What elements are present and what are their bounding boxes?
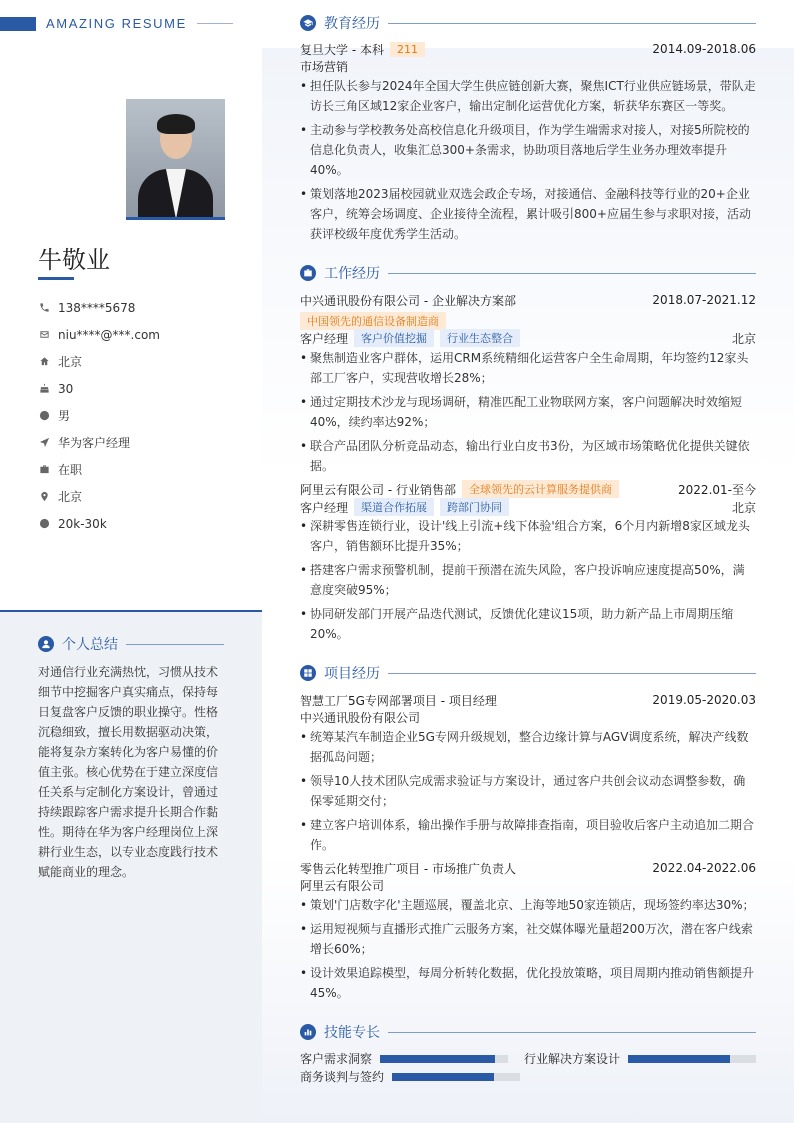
skill-tag: 客户价值挖掘 (354, 329, 434, 347)
list-item: • 主动参与学校教务处高校信息化升级项目，作为学生端需求对接人，对接5所院校的信息化负责人，收集汇总300+条需求，协助项目落地后学生业务办理效率提升40%。 (300, 120, 756, 180)
email-text: niu****@***.com (58, 327, 160, 342)
info-email (38, 321, 160, 348)
job-city: 北京 (731, 500, 756, 515)
job-role: 客户经理 (300, 331, 349, 346)
skill-bar (380, 1055, 508, 1063)
company-tag-row (300, 312, 756, 330)
job-bullets (300, 516, 756, 648)
role-row (300, 329, 756, 347)
list-item: • 聚焦制造业客户群体，运用CRM系统精细化运营客户全生命周期，年均签约12家头部工厂客户，实现营收增长28%； (300, 348, 756, 388)
salary-text: 20k-30k (58, 516, 107, 531)
section-divider (126, 644, 224, 645)
list-item: • 联合产品团队分析竞品动态，输出行业白皮书3份，为区域市场策略优化提供关键依据。 (300, 436, 756, 476)
major: 市场营销 (300, 60, 349, 74)
money-icon (38, 518, 50, 530)
list-item: • 设计效果追踪模型，每周分析转化数据，优化投放策略，项目周期内推动销售额提升45%。 (300, 963, 756, 1003)
skill-item (300, 1068, 520, 1085)
gender-text: 男 (58, 409, 71, 423)
info-gender (38, 402, 160, 429)
summary-text: 对通信行业充满热忱，习惯从技术细节中挖掘客户真实痛点，保持每日复盘客户反馈的职业操守。性格沉稳细致，擅长用数据驱动决策，能将复杂方案转化为客户易懂的价值主张。核心优势在于建立深度信任关系与定制化方案设计，曾通过持续跟踪客户需求提升长期合作黏性。期待在华为客户经理岗位上深耕行业生态，以专业态度践行技术赋能商业的理念。 (38, 665, 219, 879)
summary-title: 个人总结 (62, 637, 118, 653)
candidate-name: 牛敬业 (38, 246, 110, 274)
user-icon (38, 636, 54, 652)
info-position (38, 429, 160, 456)
location-icon (38, 491, 50, 503)
graduation-cap-icon (300, 15, 316, 31)
profile-photo (126, 99, 225, 220)
skill-bar (628, 1055, 756, 1063)
list-item: • 建立客户培训体系，输出操作手册与故障排查指南，项目验收后客户主动追加二期合作。 (300, 815, 756, 855)
name-underline (38, 277, 74, 280)
send-icon (38, 437, 50, 449)
skill-fill (392, 1073, 494, 1081)
gender-icon (38, 410, 50, 422)
status-text: 在职 (58, 463, 83, 477)
section-divider (388, 273, 756, 274)
section-divider (388, 1032, 756, 1033)
company-name: 阿里云有限公司 - 行业销售部 (300, 482, 456, 497)
grid-icon (300, 665, 316, 681)
company-name: 中兴通讯股份有限公司 - 企业解决方案部 (300, 293, 516, 308)
home-icon (38, 356, 50, 368)
project-date: 2022.04-2022.06 (652, 861, 756, 875)
job-city: 北京 (731, 331, 756, 346)
job-bullets (300, 348, 756, 480)
list-item: • 搭建客户需求预警机制，提前干预潜在流失风险，客户投诉响应速度提高50%，满意度突破95%； (300, 560, 756, 600)
mail-icon (38, 329, 50, 341)
list-item: • 担任队长参与2024年全国大学生供应链创新大赛，聚焦ICT行业供应链场景，带队走访长三角区域12家企业客户，输出定制化运营优化方案，斩获华东赛区一等奖。 (300, 76, 756, 116)
job-row (300, 291, 756, 309)
list-item: • 策划落地2023届校园就业双选会政企专场，对接通信、金融科技等行业的20+企业客户，统筹会场调度、企业接待全流程，累计吸引800+应届生参与求职对接，活动获评校级年度优秀学生活动。 (300, 184, 756, 244)
education-row (300, 40, 756, 58)
list-item: • 协同研发部门开展产品迭代测试，反馈优化建议15项，助力新产品上市周期压缩20%。 (300, 604, 756, 644)
info-salary (38, 510, 160, 537)
briefcase-icon (300, 265, 316, 281)
project-name: 零售云化转型推广项目 - 市场推广负责人 (300, 861, 516, 876)
project-name: 智慧工厂5G专网部署项目 - 项目经理 (300, 693, 497, 708)
phone-icon (38, 302, 50, 314)
skill-name: 商务谈判与签约 (300, 1070, 385, 1084)
list-item: • 深耕零售连锁行业，设计'线上引流+线下体验'组合方案，6个月内新增8家区域龙头客户，销售额环比提升35%； (300, 516, 756, 556)
section-divider (388, 673, 756, 674)
projects-heading (300, 663, 756, 683)
age-text: 30 (58, 381, 74, 396)
briefcase-icon (38, 464, 50, 476)
projects-title: 项目经历 (324, 666, 380, 682)
skill-bar (392, 1073, 520, 1081)
brand-line (197, 23, 233, 24)
school-tag: 211 (390, 42, 425, 57)
job-role: 客户经理 (300, 500, 349, 515)
role-row (300, 498, 756, 516)
summary-heading (38, 634, 224, 654)
list-item: • 策划'门店数字化'主题巡展，覆盖北京、上海等地50家连锁店，现场签约率达30%； (300, 895, 756, 915)
list-item: • 领导10人技术团队完成需求验证与方案设计，通过客户共创会议动态调整参数，确保零延期交付； (300, 771, 756, 811)
project-row (300, 859, 756, 877)
education-title: 教育经历 (324, 16, 380, 32)
skills-title: 技能专长 (324, 1025, 380, 1041)
brand-header (0, 16, 233, 31)
job-date: 2022.01-至今 (678, 482, 756, 497)
info-status (38, 456, 160, 483)
skill-tag: 行业生态整合 (440, 329, 520, 347)
skill-name: 客户需求洞察 (300, 1052, 373, 1066)
company-tag: 中国领先的通信设备制造商 (300, 312, 446, 330)
skill-item (524, 1050, 756, 1067)
brand-text: AMAZING RESUME (46, 16, 187, 31)
job-date: 2018.07-2021.12 (652, 293, 756, 307)
project-bullets (300, 895, 756, 1007)
info-age (38, 375, 160, 402)
list-item: • 运用短视频与直播形式推广云服务方案，社交媒体曝光量超200万次，潜在客户线索增长60%； (300, 919, 756, 959)
cake-icon (38, 383, 50, 395)
info-home (38, 348, 160, 375)
work-title: 工作经历 (324, 266, 380, 282)
job-row (300, 480, 756, 498)
list-item: • 通过定期技术沙龙与现场调研，精准匹配工业物联网方案，客户问题解决时效缩短40%，续约率达92%； (300, 392, 756, 432)
position-text: 华为客户经理 (58, 436, 131, 450)
project-date: 2019.05-2020.03 (652, 693, 756, 707)
project-row (300, 691, 756, 709)
education-heading (300, 13, 756, 33)
home-text: 北京 (58, 355, 83, 369)
project-org: 中兴通讯股份有限公司 (300, 711, 421, 725)
bar-chart-icon (300, 1024, 316, 1040)
phone-text: 138****5678 (58, 300, 136, 315)
project-org: 阿里云有限公司 (300, 879, 385, 893)
skill-name: 行业解决方案设计 (524, 1052, 621, 1066)
skill-tag: 渠道合作拓展 (354, 498, 434, 516)
work-heading (300, 263, 756, 283)
education-date: 2014.09-2018.06 (652, 42, 756, 56)
school-name: 复旦大学 - 本科 (300, 42, 384, 57)
contact-info (38, 294, 160, 537)
skill-fill (628, 1055, 730, 1063)
list-item: • 统筹某汽车制造企业5G专网升级规划，整合边缘计算与AGV调度系统，解决产线数据孤岛问题； (300, 727, 756, 767)
section-divider (388, 23, 756, 24)
brand-bar (0, 17, 36, 31)
info-phone (38, 294, 160, 321)
project-bullets (300, 727, 756, 859)
education-bullets (300, 76, 756, 248)
company-tag: 全球领先的云计算服务提供商 (462, 480, 619, 498)
skills-heading (300, 1022, 756, 1042)
location-text: 北京 (58, 490, 83, 504)
info-location (38, 483, 160, 510)
skill-item (300, 1050, 508, 1067)
skill-tag: 跨部门协同 (440, 498, 509, 516)
skill-fill (380, 1055, 495, 1063)
